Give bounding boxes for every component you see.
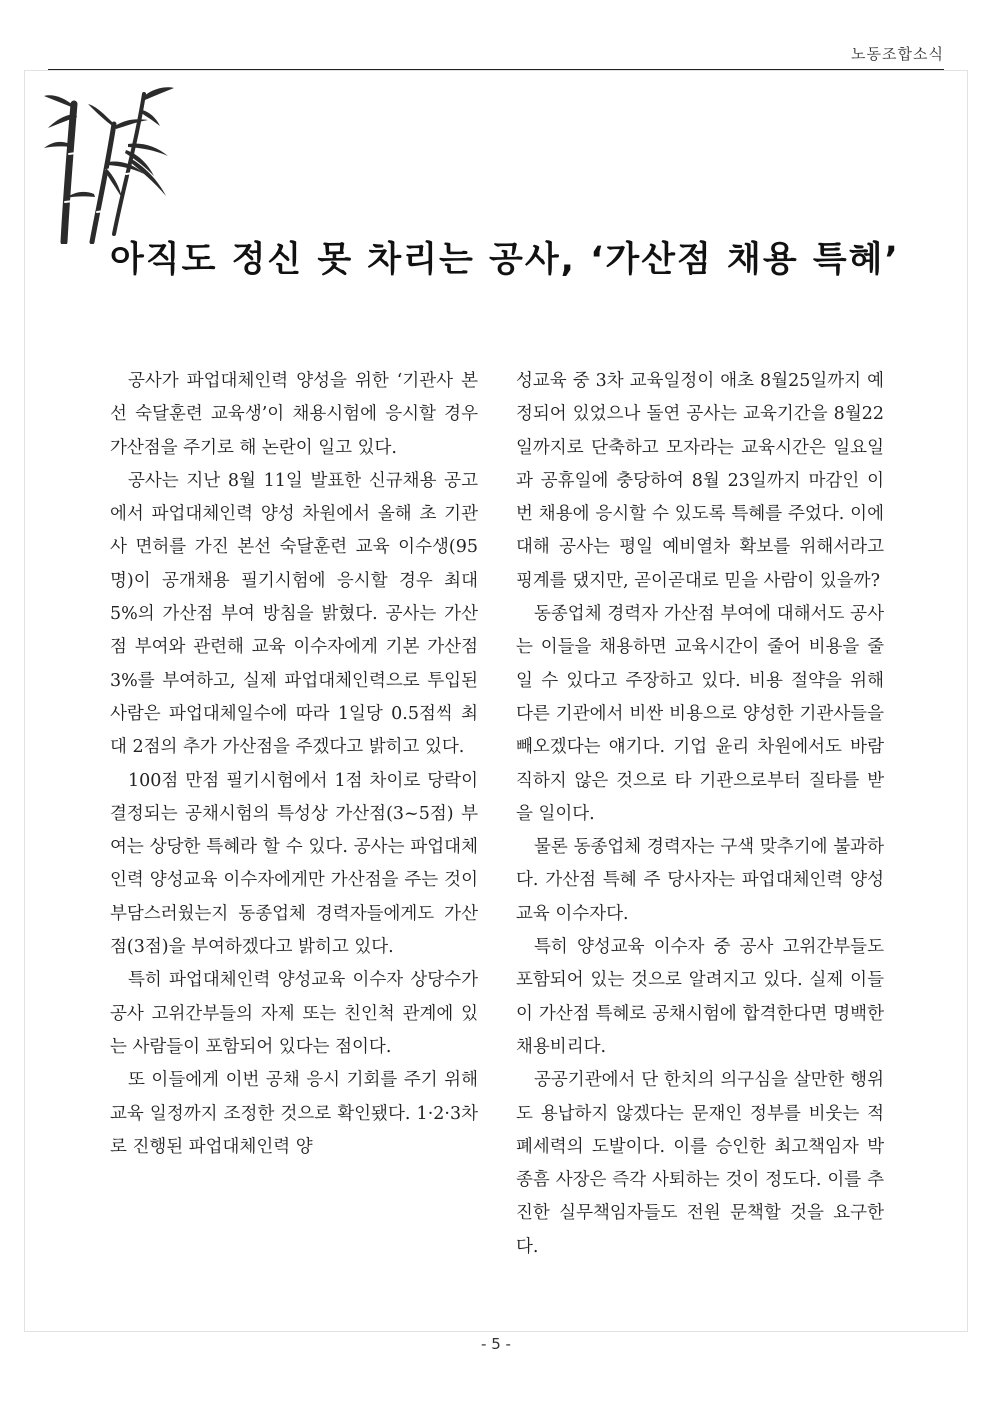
paragraph: 공공기관에서 단 한치의 의구심을 살만한 행위도 용납하지 않겠다는 문재인 정부를 비웃는 적폐세력의 도발이다. 이를 승인한 최고책임자 박종흠 사장은 즉각 사퇴하는 것이 정도다. 이를 추진한 실무책임자들도 전원 문책할 것을 요구한다. bbox=[516, 1070, 884, 1257]
paragraph: 또 이들에게 이번 공채 응시 기회를 주기 위해 교육 일정까지 조정한 것으로 확인됐다. 1·2·3차로 진행된 파업대체인력 양 bbox=[110, 1070, 478, 1157]
page-number: - 5 - bbox=[481, 1335, 511, 1353]
section-label: 노동조합소식 bbox=[851, 45, 944, 63]
article-title: 아직도 정신 못 차리는 공사, ‘가산점 채용 특혜’ bbox=[110, 240, 900, 280]
paragraph: 특히 양성교육 이수자 중 공사 고위간부들도 포함되어 있는 것으로 알려지고 있다. 실제 이들이 가산점 특혜로 공채시험에 합격한다면 명백한 채용비리다. bbox=[516, 937, 884, 1057]
paragraph: 물론 동종업체 경력자는 구색 맞추기에 불과하다. 가산점 특혜 주 당사자는 파업대체인력 양성교육 이수자다. bbox=[516, 837, 884, 924]
article-body-left-column bbox=[110, 365, 478, 1164]
paragraph: 공사는 지난 8월 11일 발표한 신규채용 공고에서 파업대체인력 양성 차원에서 올해 초 기관사 면허를 가진 본선 숙달훈련 교육 이수생(95명)이 공개채용 필기시험에 응시할 경우 최대 5%의 가산점 부여 방침을 밝혔다. 공사는 가산점 부여와 관련해 교육 이수자에게 기본 가산점 3%를 부여하고, 실제 파업대체인력으로 투입된 사람은 파업대체일수에 따라 1일당 0.5점씩 최대 2점의 추가 가산점을 주겠다고 밝히고 있다. bbox=[110, 470, 478, 758]
header-divider bbox=[48, 69, 944, 70]
paragraph: 100점 만점 필기시험에서 1점 차이로 당락이 결정되는 공채시험의 특성상 가산점(3~5점) 부여는 상당한 특혜라 할 수 있다. 공사는 파업대체인력 양성교육 이수자에게만 가산점을 주는 것이 부담스러웠는지 동종업체 경력자들에게도 가산점(3점)을 부여하겠다고 밝히고 있다. bbox=[110, 770, 478, 958]
bamboo-illustration-icon bbox=[44, 84, 204, 244]
paragraph: 특히 파업대체인력 양성교육 이수자 상당수가 공사 고위간부들의 자제 또는 친인척 관계에 있는 사람들이 포함되어 있다는 점이다. bbox=[110, 970, 478, 1057]
paragraph-continued: 성교육 중 3차 교육일정이 애초 8월25일까지 예정되어 있었으나 돌연 공사는 교육기간을 8월22일까지로 단축하고 모자라는 교육시간은 일요일과 공휴일에 충당하여 8월 23일까지 마감인 이번 채용에 응시할 수 있도록 특혜를 주었다. 이에 대해 공사는 평일 예비열차 확보를 위해서라고 핑계를 댔지만, 곧이곧대로 믿을 사람이 있을까? bbox=[516, 371, 884, 591]
article-body-right-column bbox=[516, 365, 884, 1264]
paragraph: 공사가 파업대체인력 양성을 위한 ‘기관사 본선 숙달훈련 교육생’이 채용시험에 응시할 경우 가산점을 주기로 해 논란이 일고 있다. bbox=[110, 371, 478, 458]
paragraph: 동종업체 경력자 가산점 부여에 대해서도 공사는 이들을 채용하면 교육시간이 줄어 비용을 줄일 수 있다고 주장하고 있다. 비용 절약을 위해 다른 기관에서 비싼 비용으로 양성한 기관사들을 빼오겠다는 얘기다. 기업 윤리 차원에서도 바람직하지 않은 것으로 타 기관으로부터 질타를 받을 일이다. bbox=[516, 604, 884, 824]
